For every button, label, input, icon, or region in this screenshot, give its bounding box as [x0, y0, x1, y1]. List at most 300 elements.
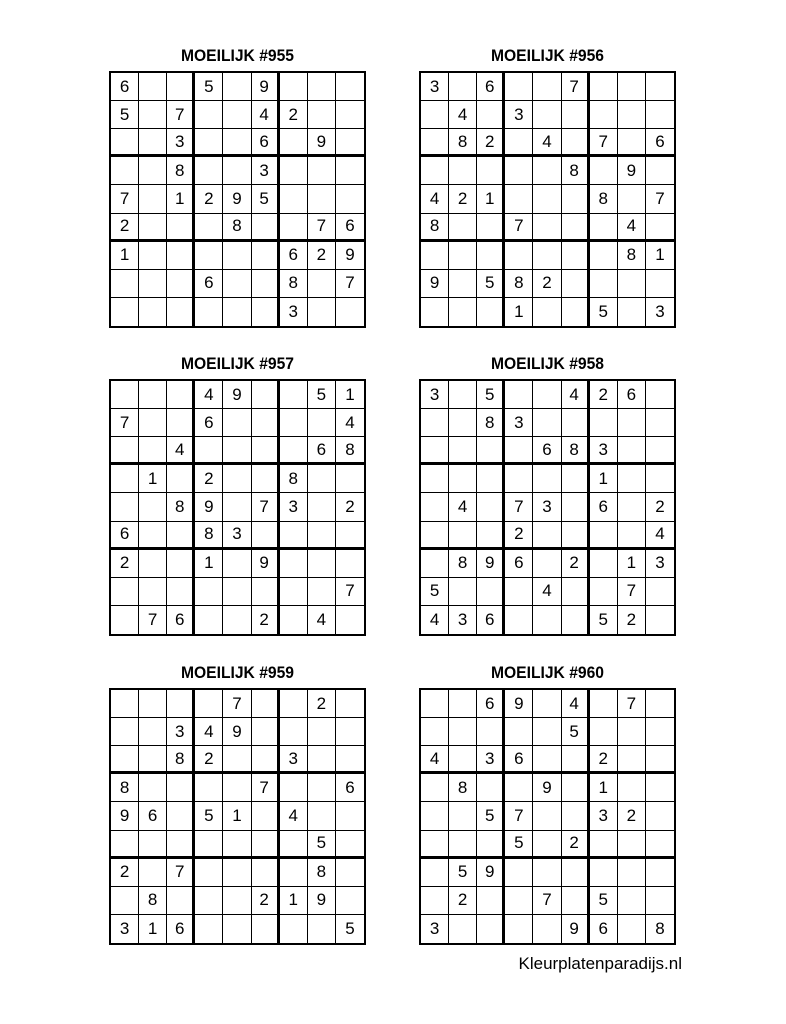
sudoku-cell — [449, 157, 477, 185]
sudoku-cell: 5 — [590, 606, 618, 634]
sudoku-cell: 3 — [167, 129, 195, 157]
sudoku-cell — [280, 437, 308, 465]
sudoku-cell: 8 — [280, 465, 308, 493]
sudoku-cell — [646, 802, 674, 830]
sudoku-cell — [139, 157, 167, 185]
sudoku-cell — [280, 718, 308, 746]
sudoku-cell — [421, 887, 449, 915]
sudoku-cell: 7 — [505, 802, 533, 830]
sudoku-cell — [111, 606, 139, 634]
sudoku-grid — [109, 71, 366, 328]
sudoku-cell — [336, 465, 364, 493]
sudoku-cell: 8 — [336, 437, 364, 465]
site-credit: Kleurplatenparadijs.nl — [518, 954, 682, 973]
sudoku-cell — [280, 578, 308, 606]
sudoku-cell — [505, 242, 533, 270]
puzzle-title: MOEILIJK #956 — [490, 46, 604, 65]
sudoku-cell — [421, 550, 449, 578]
sudoku-cell: 6 — [280, 242, 308, 270]
sudoku-cell: 6 — [505, 550, 533, 578]
sudoku-cell: 9 — [421, 270, 449, 298]
sudoku-cell — [449, 381, 477, 409]
sudoku-cell: 2 — [590, 381, 618, 409]
sudoku-cell — [223, 101, 251, 129]
sudoku-cell — [646, 887, 674, 915]
sudoku-cell: 2 — [195, 746, 223, 774]
sudoku-cell — [562, 802, 590, 830]
sudoku-cell — [449, 214, 477, 242]
sudoku-cell: 7 — [562, 73, 590, 101]
sudoku-cell: 9 — [505, 690, 533, 718]
sudoku-cell — [139, 242, 167, 270]
sudoku-cell — [336, 802, 364, 830]
sudoku-cell: 7 — [336, 578, 364, 606]
sudoku-cell — [505, 718, 533, 746]
sudoku-cell: 3 — [421, 915, 449, 943]
sudoku-cell: 5 — [562, 718, 590, 746]
sudoku-cell — [223, 831, 251, 859]
sudoku-cell — [618, 915, 646, 943]
sudoku-cell — [505, 185, 533, 213]
sudoku-cell — [111, 381, 139, 409]
sudoku-cell — [590, 859, 618, 887]
sudoku-cell: 7 — [618, 690, 646, 718]
sudoku-cell: 9 — [477, 859, 505, 887]
sudoku-cell — [590, 578, 618, 606]
sudoku-cell — [477, 298, 505, 326]
sudoku-cell — [562, 185, 590, 213]
sudoku-cell — [280, 214, 308, 242]
sudoku-cell — [618, 437, 646, 465]
sudoku-cell — [336, 718, 364, 746]
sudoku-cell — [449, 718, 477, 746]
sudoku-cell — [139, 522, 167, 550]
sudoku-cell: 6 — [195, 409, 223, 437]
sudoku-cell: 8 — [449, 774, 477, 802]
sudoku-cell: 7 — [590, 129, 618, 157]
sudoku-cell — [223, 774, 251, 802]
sudoku-cell: 2 — [195, 185, 223, 213]
sudoku-cell: 6 — [111, 522, 139, 550]
sudoku-cell — [195, 774, 223, 802]
sudoku-cell — [533, 409, 561, 437]
sudoku-cell — [562, 242, 590, 270]
sudoku-cell — [280, 774, 308, 802]
sudoku-cell — [195, 859, 223, 887]
sudoku-cell: 3 — [590, 802, 618, 830]
sudoku-cell: 4 — [195, 381, 223, 409]
sudoku-cell: 7 — [223, 690, 251, 718]
sudoku-cell: 1 — [195, 550, 223, 578]
sudoku-cell — [139, 578, 167, 606]
sudoku-cell — [505, 859, 533, 887]
sudoku-cell — [477, 214, 505, 242]
sudoku-cell — [618, 465, 646, 493]
sudoku-cell: 1 — [167, 185, 195, 213]
sudoku-cell: 8 — [655, 918, 665, 938]
sudoku-cell — [139, 437, 167, 465]
sudoku-cell — [421, 802, 449, 830]
sudoku-cell — [280, 690, 308, 718]
sudoku-cell — [139, 718, 167, 746]
sudoku-cell: 2 — [195, 465, 223, 493]
sudoku-cell: 6 — [590, 915, 618, 943]
sudoku-cell: 6 — [139, 802, 167, 830]
sudoku-cell — [252, 242, 280, 270]
sudoku-cell: 2 — [562, 550, 590, 578]
sudoku-cell — [252, 437, 280, 465]
sudoku-cell — [195, 157, 223, 185]
sudoku-cell — [308, 101, 336, 129]
sudoku-cell: 6 — [505, 746, 533, 774]
sudoku-cell — [111, 129, 139, 157]
sudoku-cell — [533, 746, 561, 774]
sudoku-cell: 6 — [477, 73, 505, 101]
sudoku-cell — [252, 746, 280, 774]
sudoku-cell — [139, 298, 167, 326]
sudoku-cell — [590, 522, 618, 550]
sudoku-cell — [167, 774, 195, 802]
sudoku-cell — [562, 465, 590, 493]
sudoku-cell: 5 — [308, 381, 336, 409]
sudoku-cell — [167, 270, 195, 298]
sudoku-cell: 1 — [590, 465, 618, 493]
sudoku-cell — [252, 522, 280, 550]
sudoku-cell: 7 — [111, 409, 139, 437]
sudoku-cell — [590, 214, 618, 242]
sudoku-cell — [477, 465, 505, 493]
sudoku-cell: 9 — [252, 550, 280, 578]
sudoku-cell — [477, 718, 505, 746]
sudoku-cell: 4 — [336, 409, 364, 437]
sudoku-cell — [167, 214, 195, 242]
sudoku-cell — [139, 690, 167, 718]
sudoku-cell: 9 — [562, 915, 590, 943]
sudoku-cell: 2 — [477, 129, 505, 157]
sudoku-cell — [421, 298, 449, 326]
sudoku-cell: 3 — [533, 493, 561, 521]
sudoku-cell — [421, 437, 449, 465]
sudoku-cell — [195, 437, 223, 465]
sudoku-cell — [421, 129, 449, 157]
sudoku-cell — [505, 381, 533, 409]
sudoku-cell — [167, 802, 195, 830]
sudoku-cell — [618, 101, 646, 129]
sudoku-cell — [280, 522, 308, 550]
sudoku-cell — [618, 298, 646, 326]
sudoku-cell — [533, 214, 561, 242]
sudoku-cell: 9 — [308, 887, 336, 915]
sudoku-cell — [223, 270, 251, 298]
sudoku-cell: 3 — [223, 522, 251, 550]
sudoku-cell — [618, 859, 646, 887]
puzzle-title: MOEILIJK #958 — [490, 354, 604, 373]
sudoku-cell — [646, 859, 674, 887]
sudoku-cell: 2 — [111, 859, 139, 887]
sudoku-cell — [252, 718, 280, 746]
sudoku-cell — [533, 298, 561, 326]
sudoku-cell — [223, 493, 251, 521]
sudoku-cell: 1 — [139, 465, 167, 493]
sudoku-cell — [139, 270, 167, 298]
sudoku-cell — [421, 242, 449, 270]
sudoku-cell: 6 — [336, 214, 364, 242]
sudoku-cell: 1 — [336, 381, 364, 409]
puzzle-title: MOEILIJK #960 — [490, 663, 604, 682]
sudoku-cell — [505, 437, 533, 465]
sudoku-cell — [223, 887, 251, 915]
sudoku-cell — [449, 831, 477, 859]
sudoku-cell — [167, 73, 195, 101]
sudoku-cell — [533, 718, 561, 746]
sudoku-cell — [167, 550, 195, 578]
sudoku-cell: 9 — [308, 129, 336, 157]
sudoku-cell — [111, 298, 139, 326]
sudoku-cell: 7 — [167, 101, 195, 129]
sudoku-cell — [195, 690, 223, 718]
sudoku-cell — [252, 298, 280, 326]
sudoku-cell: 9 — [223, 381, 251, 409]
sudoku-cell — [618, 493, 646, 521]
sudoku-cell — [252, 578, 280, 606]
sudoku-cell: 7 — [505, 493, 533, 521]
sudoku-cell — [590, 718, 618, 746]
sudoku-cell — [421, 774, 449, 802]
puzzle-title: MOEILIJK #957 — [180, 354, 294, 373]
sudoku-cell — [139, 859, 167, 887]
sudoku-cell — [336, 157, 364, 185]
sudoku-cell: 4 — [449, 101, 477, 129]
sudoku-cell: 4 — [195, 718, 223, 746]
sudoku-cell — [533, 690, 561, 718]
sudoku-cell: 3 — [505, 409, 533, 437]
sudoku-cell — [562, 774, 590, 802]
sudoku-cell — [505, 465, 533, 493]
sudoku-cell — [646, 409, 674, 437]
sudoku-cell — [505, 157, 533, 185]
sudoku-cell — [533, 859, 561, 887]
sudoku-cell — [308, 298, 336, 326]
sudoku-cell — [280, 73, 308, 101]
sudoku-cell — [223, 746, 251, 774]
sudoku-cell: 4 — [421, 185, 449, 213]
sudoku-cell: 2 — [449, 185, 477, 213]
sudoku-cell — [111, 270, 139, 298]
sudoku-grid — [419, 688, 676, 945]
sudoku-cell: 7 — [139, 606, 167, 634]
sudoku-cell — [618, 270, 646, 298]
sudoku-cell — [336, 690, 364, 718]
sudoku-cell — [421, 522, 449, 550]
sudoku-cell — [421, 101, 449, 129]
sudoku-cell — [252, 690, 280, 718]
sudoku-cell — [646, 831, 674, 859]
sudoku-cell — [223, 606, 251, 634]
sudoku-cell: 5 — [195, 802, 223, 830]
sudoku-cell — [167, 465, 195, 493]
sudoku-cell: 3 — [590, 437, 618, 465]
sudoku-cell — [421, 493, 449, 521]
sudoku-cell — [533, 185, 561, 213]
sudoku-cell: 6 — [477, 606, 505, 634]
sudoku-cell — [449, 465, 477, 493]
sudoku-cell — [111, 887, 139, 915]
sudoku-cell — [477, 157, 505, 185]
sudoku-cell — [646, 774, 674, 802]
sudoku-cell — [195, 242, 223, 270]
sudoku-cell: 4 — [618, 214, 646, 242]
puzzle-title: MOEILIJK #955 — [180, 46, 294, 65]
sudoku-cell — [449, 73, 477, 101]
sudoku-cell: 6 — [336, 774, 364, 802]
sudoku-cell: 5 — [195, 73, 223, 101]
sudoku-cell — [223, 915, 251, 943]
sudoku-cell — [477, 578, 505, 606]
sudoku-cell — [505, 887, 533, 915]
sudoku-cell — [223, 157, 251, 185]
sudoku-cell — [421, 465, 449, 493]
sudoku-cell: 6 — [533, 437, 561, 465]
sudoku-cell: 5 — [345, 918, 355, 938]
sudoku-cell: 9 — [195, 493, 223, 521]
sudoku-cell — [308, 465, 336, 493]
sudoku-cell — [618, 887, 646, 915]
sudoku-cell — [646, 465, 674, 493]
sudoku-cell — [477, 774, 505, 802]
sudoku-cell: 7 — [167, 859, 195, 887]
sudoku-cell: 1 — [590, 774, 618, 802]
sudoku-cell: 2 — [308, 690, 336, 718]
sudoku-cell — [252, 831, 280, 859]
sudoku-cell — [449, 690, 477, 718]
puzzle-title: MOEILIJK #959 — [180, 663, 294, 682]
sudoku-cell — [195, 578, 223, 606]
sudoku-cell — [336, 831, 364, 859]
sudoku-cell — [646, 381, 674, 409]
sudoku-cell: 7 — [308, 214, 336, 242]
sudoku-cell — [618, 746, 646, 774]
sudoku-cell — [111, 746, 139, 774]
sudoku-cell — [533, 606, 561, 634]
sudoku-cell — [111, 690, 139, 718]
sudoku-cell: 2 — [505, 522, 533, 550]
sudoku-cell: 8 — [167, 746, 195, 774]
sudoku-cell — [646, 578, 674, 606]
sudoku-cell — [308, 157, 336, 185]
sudoku-cell — [562, 298, 590, 326]
sudoku-cell — [223, 550, 251, 578]
sudoku-cell — [336, 101, 364, 129]
sudoku-cell — [336, 550, 364, 578]
sudoku-cell — [223, 298, 251, 326]
sudoku-grid — [109, 688, 366, 945]
sudoku-grid — [419, 379, 676, 636]
sudoku-cell — [562, 101, 590, 129]
sudoku-cell — [167, 409, 195, 437]
sudoku-cell — [252, 859, 280, 887]
sudoku-cell: 6 — [111, 73, 139, 101]
sudoku-cell — [280, 831, 308, 859]
sudoku-cell: 3 — [280, 493, 308, 521]
sudoku-cell: 6 — [477, 690, 505, 718]
sudoku-cell: 8 — [562, 157, 590, 185]
sudoku-cell — [308, 73, 336, 101]
sudoku-cell — [167, 522, 195, 550]
sudoku-cell: 8 — [505, 270, 533, 298]
sudoku-cell: 8 — [167, 157, 195, 185]
sudoku-cell: 7 — [252, 774, 280, 802]
sudoku-cell — [167, 242, 195, 270]
sudoku-cell: 2 — [111, 550, 139, 578]
sudoku-cell — [646, 101, 674, 129]
sudoku-cell: 8 — [421, 214, 449, 242]
sudoku-cell: 7 — [252, 493, 280, 521]
sudoku-cell — [336, 298, 364, 326]
sudoku-cell: 4 — [421, 606, 449, 634]
sudoku-cell — [308, 774, 336, 802]
sudoku-cell — [195, 831, 223, 859]
sudoku-cell — [223, 437, 251, 465]
sudoku-cell — [195, 298, 223, 326]
sudoku-cell — [533, 101, 561, 129]
sudoku-cell — [223, 409, 251, 437]
sudoku-cell — [590, 409, 618, 437]
sudoku-cell — [533, 73, 561, 101]
sudoku-cell — [336, 185, 364, 213]
sudoku-cell: 3 — [646, 550, 674, 578]
sudoku-cell — [252, 465, 280, 493]
sudoku-cell: 3 — [252, 157, 280, 185]
sudoku-cell: 5 — [477, 381, 505, 409]
sudoku-cell — [562, 214, 590, 242]
sudoku-cell — [449, 270, 477, 298]
sudoku-cell: 3 — [449, 606, 477, 634]
sudoku-cell — [139, 185, 167, 213]
sudoku-cell — [336, 859, 364, 887]
sudoku-cell — [308, 409, 336, 437]
sudoku-cell: 3 — [280, 746, 308, 774]
sudoku-cell: 2 — [280, 101, 308, 129]
sudoku-cell — [280, 129, 308, 157]
sudoku-cell — [590, 831, 618, 859]
sudoku-cell — [618, 831, 646, 859]
sudoku-cell: 5 — [477, 802, 505, 830]
sudoku-cell — [421, 690, 449, 718]
sudoku-cell — [562, 859, 590, 887]
sudoku-cell — [646, 270, 674, 298]
sudoku-cell — [533, 522, 561, 550]
sudoku-cell — [308, 185, 336, 213]
sudoku-cell: 1 — [223, 802, 251, 830]
sudoku-cell: 4 — [562, 690, 590, 718]
sudoku-cell — [111, 718, 139, 746]
sudoku-cell — [646, 690, 674, 718]
sudoku-cell — [195, 606, 223, 634]
sudoku-cell — [562, 746, 590, 774]
sudoku-cell: 5 — [590, 887, 618, 915]
sudoku-cell: 1 — [280, 887, 308, 915]
sudoku-cell: 4 — [533, 578, 561, 606]
sudoku-cell — [590, 270, 618, 298]
sudoku-cell — [477, 887, 505, 915]
sudoku-cell — [477, 242, 505, 270]
sudoku-cell — [223, 578, 251, 606]
sudoku-cell: 3 — [655, 301, 665, 321]
sudoku-cell: 5 — [111, 101, 139, 129]
sudoku-cell: 4 — [449, 493, 477, 521]
sudoku-cell — [195, 101, 223, 129]
sudoku-cell: 9 — [111, 802, 139, 830]
